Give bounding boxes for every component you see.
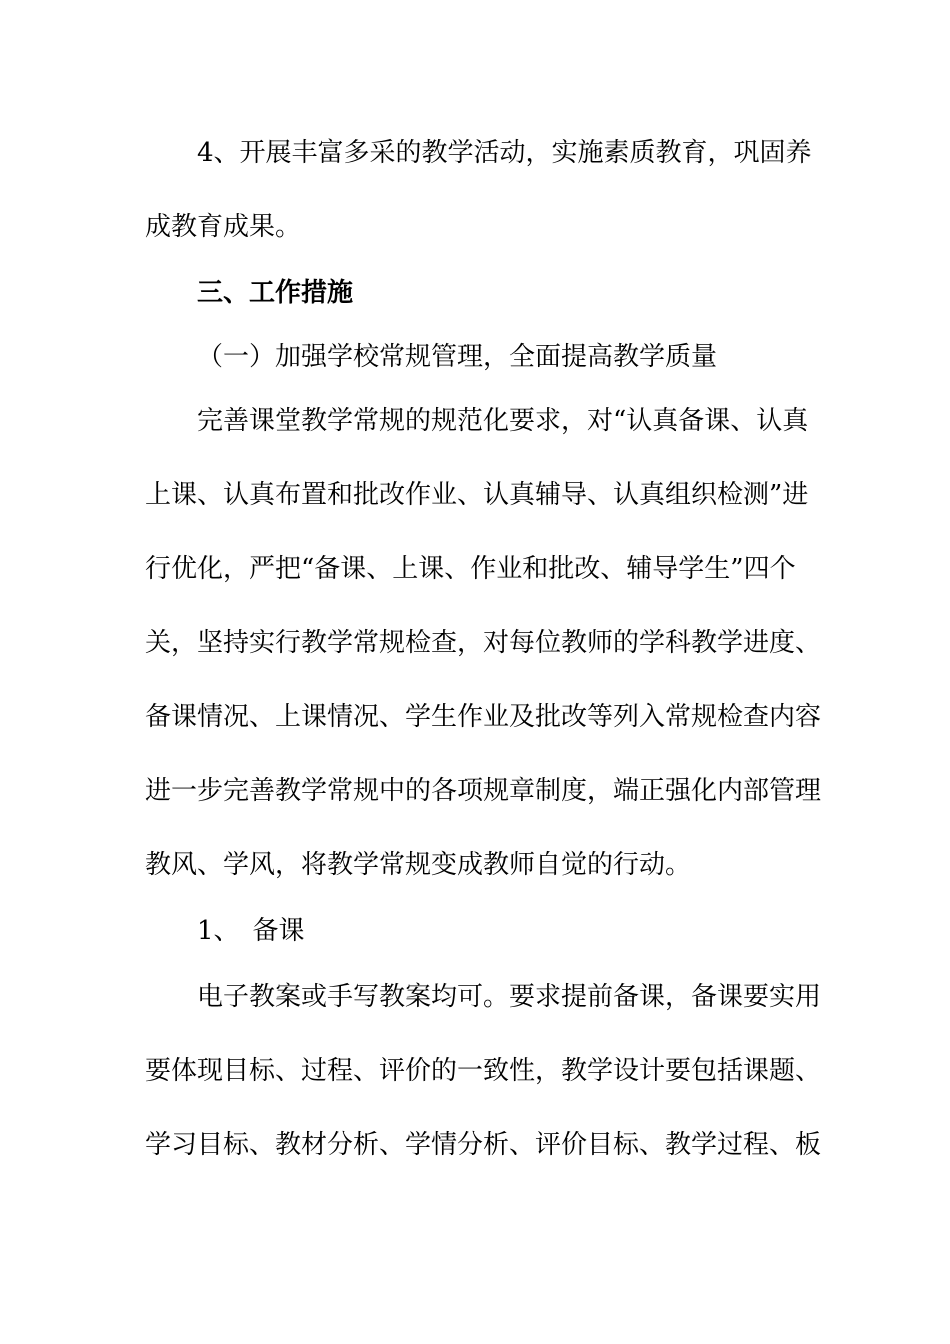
paragraph-line: 上课、认真布置和批改作业、认真辅导、认真组织检测”进 bbox=[145, 480, 809, 510]
paragraph-line: 行优化，严把“备课、上课、作业和批改、辅导学生”四个 bbox=[145, 554, 796, 584]
paragraph-line: 完善课堂教学常规的规范化要求，对“认真备课、认真 bbox=[197, 406, 809, 436]
list-item-heading: 1、 备课 bbox=[197, 916, 305, 946]
section-heading: 三、工作措施 bbox=[197, 278, 354, 308]
paragraph-line: 关，坚持实行教学常规检查，对每位教师的学科教学进度、 bbox=[145, 628, 822, 658]
paragraph-line: 电子教案或手写教案均可。要求提前备课，备课要实用 bbox=[197, 982, 822, 1012]
paragraph-line: 进一步完善教学常规中的各项规章制度，端正强化内部管理 bbox=[145, 776, 822, 806]
paragraph-line: 4、开展丰富多采的教学活动，实施素质教育，巩固养 bbox=[197, 138, 812, 168]
paragraph-line: 教风、学风，将教学常规变成教师自觉的行动。 bbox=[145, 850, 692, 880]
subsection-heading: （一）加强学校常规管理，全面提高教学质量 bbox=[197, 342, 718, 372]
paragraph-line: 成教育成果。 bbox=[145, 212, 302, 242]
paragraph-line: 备课情况、上课情况、学生作业及批改等列入常规检查内容 bbox=[145, 702, 822, 732]
paragraph-line: 学习目标、教材分析、学情分析、评价目标、教学过程、板 bbox=[145, 1130, 822, 1160]
paragraph-line: 要体现目标、过程、评价的一致性，教学设计要包括课题、 bbox=[145, 1056, 822, 1086]
